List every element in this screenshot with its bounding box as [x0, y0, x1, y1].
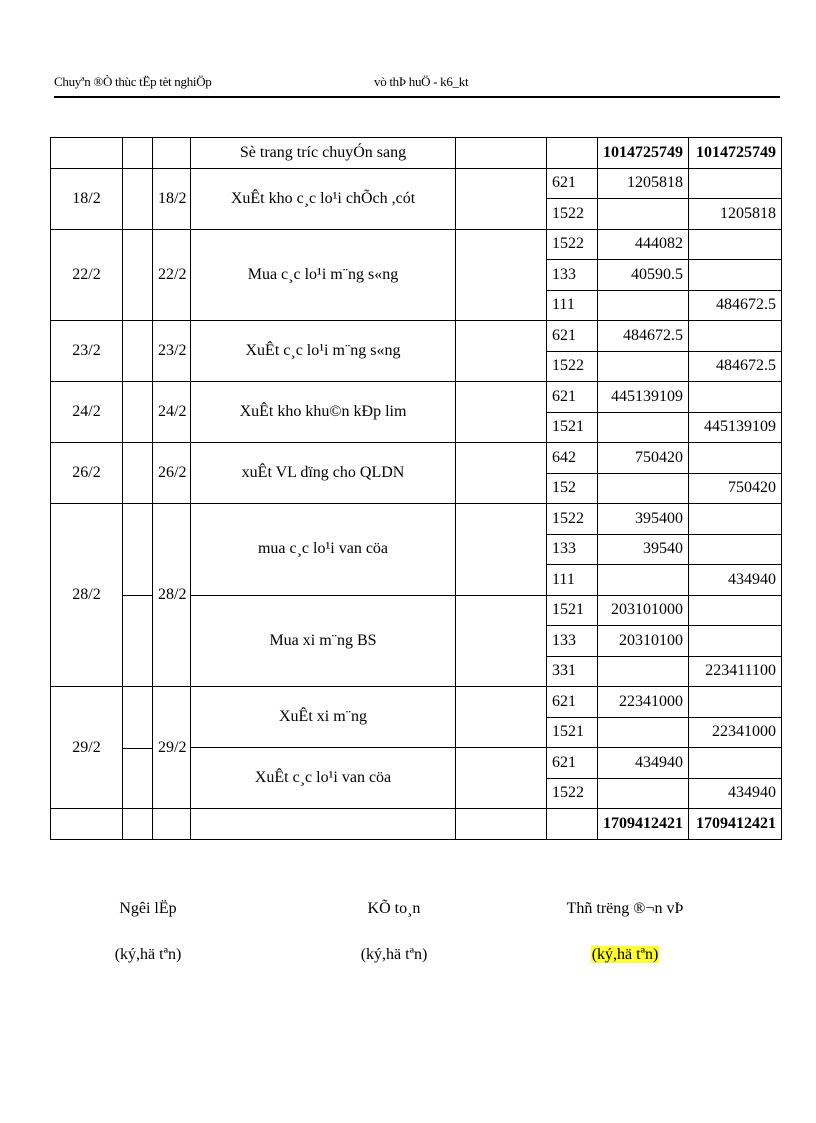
cell-debit [598, 778, 689, 809]
table-row [51, 504, 782, 535]
signature-note [545, 946, 705, 964]
cell-ref: 24/2 [153, 382, 191, 443]
cell-debit [598, 565, 689, 596]
cell-debit [598, 412, 689, 443]
cell-credit [689, 382, 782, 413]
cell-credit [689, 595, 782, 626]
cell-debit: 484672.5 [598, 321, 689, 352]
cell-credit: 434940 [689, 565, 782, 596]
cell-blank [456, 809, 547, 840]
cell-credit: 484672.5 [689, 351, 782, 382]
cell-account: 1522 [547, 199, 598, 230]
cell-ref: 23/2 [153, 321, 191, 382]
total-debit: 1709412421 [598, 809, 689, 840]
cell-blank [153, 809, 191, 840]
cell-blank [123, 168, 153, 229]
signature-note [68, 946, 228, 964]
cell-description: XuÊt c¸c lo¹i m¨ng s«ng [191, 321, 456, 382]
cell-blank [456, 321, 547, 382]
carry-forward-label: Sè trang tríc chuyÓn sang [191, 138, 456, 169]
cell-credit [689, 321, 782, 352]
cell-debit: 22341000 [598, 687, 689, 718]
table-row [51, 321, 782, 352]
cell-credit: 223411100 [689, 656, 782, 687]
cell-account: 1521 [547, 595, 598, 626]
cell-date: 22/2 [51, 229, 123, 321]
cell-credit [689, 260, 782, 291]
cell-blank [123, 229, 153, 321]
cell-credit [689, 504, 782, 535]
table-row [51, 687, 782, 718]
cell-account: 1521 [547, 412, 598, 443]
cell-description: XuÊt kho khu©n kÐp lim [191, 382, 456, 443]
cell-ref: 26/2 [153, 443, 191, 504]
header-divider [54, 96, 780, 98]
table-row [51, 229, 782, 260]
cell-account: 621 [547, 382, 598, 413]
cell-account: 1522 [547, 351, 598, 382]
cell-debit [598, 351, 689, 382]
cell-account: 1522 [547, 229, 598, 260]
cell-blank [456, 595, 547, 687]
cell-credit [689, 626, 782, 657]
cell-description: XuÊt xi m¨ng [191, 687, 456, 748]
cell-credit: 484672.5 [689, 290, 782, 321]
cell-debit: 395400 [598, 504, 689, 535]
cell-date: 28/2 [51, 504, 123, 687]
cell-date: 29/2 [51, 687, 123, 809]
cell-description: mua c¸c lo¹i van cöa [191, 504, 456, 596]
signature-role: Thñ trëng ®¬n vÞ [566, 900, 684, 917]
cell-account: 1522 [547, 504, 598, 535]
cell-blank [51, 138, 123, 169]
cell-account: 133 [547, 626, 598, 657]
cell-credit: 445139109 [689, 412, 782, 443]
cell-debit: 39540 [598, 534, 689, 565]
cell-blank [456, 687, 547, 748]
cell-account: 642 [547, 443, 598, 474]
total-row [51, 809, 782, 840]
cell-debit: 40590.5 [598, 260, 689, 291]
cell-credit: 750420 [689, 473, 782, 504]
cell-blank [191, 809, 456, 840]
cell-credit [689, 687, 782, 718]
cell-blank [456, 168, 547, 229]
cell-date: 26/2 [51, 443, 123, 504]
cell-account: 1522 [547, 778, 598, 809]
cell-debit [598, 473, 689, 504]
carry-forward-row [51, 138, 782, 169]
cell-credit: 1205818 [689, 199, 782, 230]
table-row [51, 168, 782, 199]
cell-blank [456, 443, 547, 504]
cell-debit [598, 290, 689, 321]
cell-credit: 22341000 [689, 717, 782, 748]
cell-blank [153, 138, 191, 169]
cell-blank [51, 809, 123, 840]
table-row [51, 382, 782, 413]
cell-blank [456, 504, 547, 596]
cell-debit: 20310100 [598, 626, 689, 657]
cell-debit: 203101000 [598, 595, 689, 626]
cell-blank [547, 809, 598, 840]
cell-blank [123, 382, 153, 443]
cell-credit [689, 534, 782, 565]
cell-debit: 444082 [598, 229, 689, 260]
cell-blank [456, 382, 547, 443]
cell-account: 133 [547, 260, 598, 291]
signature-note-highlighted: (ký,hä tªn) [591, 946, 659, 963]
cell-debit: 750420 [598, 443, 689, 474]
signature-accountant [314, 900, 474, 964]
cell-blank [456, 229, 547, 321]
cell-account: 331 [547, 656, 598, 687]
cell-credit [689, 229, 782, 260]
cell-account: 621 [547, 321, 598, 352]
cell-description: XuÊt c¸c lo¹i van cöa [191, 748, 456, 809]
cell-description: XuÊt kho c¸c lo¹i chÕch ,cót [191, 168, 456, 229]
cell-description: Mua xi m¨ng BS [191, 595, 456, 687]
signature-note-text: (ký,hä tªn) [360, 946, 428, 963]
cell-blank [123, 809, 153, 840]
cell-blank [123, 687, 153, 809]
cell-credit [689, 443, 782, 474]
cell-blank [123, 138, 153, 169]
cell-account: 1521 [547, 717, 598, 748]
cell-debit [598, 656, 689, 687]
cell-account: 621 [547, 687, 598, 718]
cell-credit: 434940 [689, 778, 782, 809]
total-credit: 1709412421 [689, 809, 782, 840]
cell-credit [689, 748, 782, 779]
cell-debit [598, 717, 689, 748]
cell-debit: 434940 [598, 748, 689, 779]
signature-role: KÕ to¸n [367, 900, 421, 917]
cell-account: 621 [547, 168, 598, 199]
cell-blank [123, 504, 153, 687]
signature-note [314, 946, 474, 964]
cell-account: 152 [547, 473, 598, 504]
cell-blank [123, 443, 153, 504]
cell-credit [689, 168, 782, 199]
cell-debit: 1205818 [598, 168, 689, 199]
cell-blank [456, 138, 547, 169]
signature-note-text: (ký,hä tªn) [114, 946, 182, 963]
cell-ref: 22/2 [153, 229, 191, 321]
cell-account: 133 [547, 534, 598, 565]
signature-preparer [68, 900, 228, 964]
cell-date: 23/2 [51, 321, 123, 382]
cell-date: 18/2 [51, 168, 123, 229]
cell-debit [598, 199, 689, 230]
cell-account: 111 [547, 290, 598, 321]
cell-account: 111 [547, 565, 598, 596]
carry-forward-credit: 1014725749 [689, 138, 782, 169]
cell-description: Mua c¸c lo¹i m¨ng s«ng [191, 229, 456, 321]
cell-blank [547, 138, 598, 169]
page-header [54, 74, 780, 96]
cell-account: 621 [547, 748, 598, 779]
cell-ref: 29/2 [153, 687, 191, 809]
cell-debit: 445139109 [598, 382, 689, 413]
cell-blank [123, 321, 153, 382]
cell-blank [456, 748, 547, 809]
cell-ref: 28/2 [153, 504, 191, 687]
carry-forward-debit: 1014725749 [598, 138, 689, 169]
ledger-body [51, 138, 782, 840]
signature-head-of-unit [545, 900, 705, 964]
signature-role: Ngêi lËp [119, 900, 177, 917]
cell-ref: 18/2 [153, 168, 191, 229]
table-row [51, 443, 782, 474]
cell-date: 24/2 [51, 382, 123, 443]
ledger-table [50, 137, 782, 840]
header-author: vò thÞ huÖ - k6_kt [374, 74, 469, 89]
cell-description: xuÊt VL dïng cho QLDN [191, 443, 456, 504]
header-document-title: Chuyªn ®Ò thùc tËp tèt nghiÖp [54, 74, 212, 89]
